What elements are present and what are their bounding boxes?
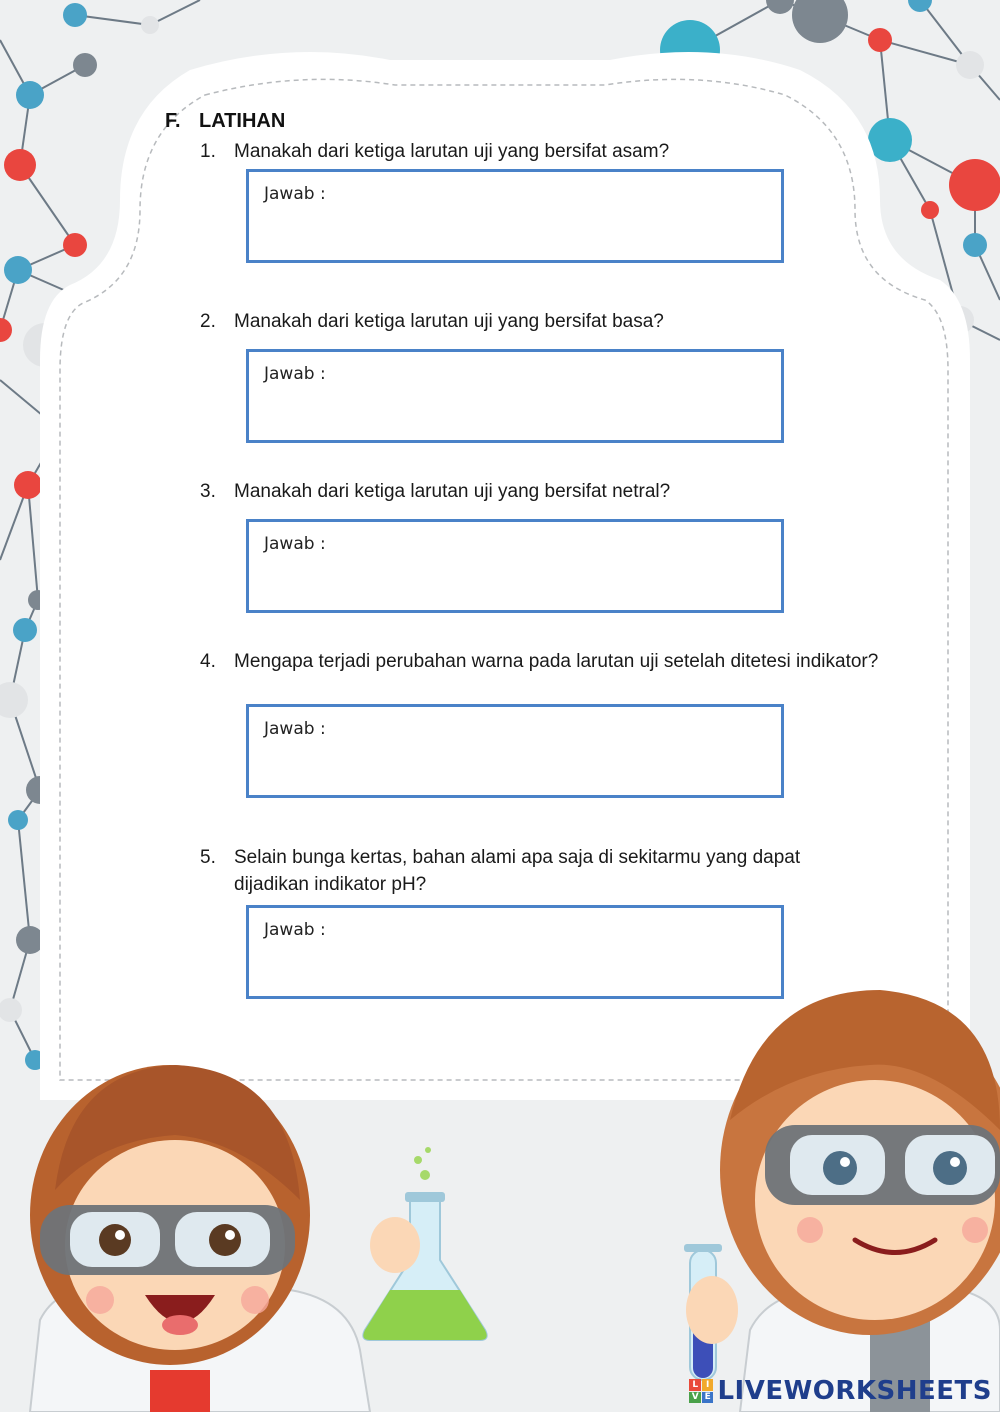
answer-box-1[interactable] xyxy=(246,169,784,263)
answer-label: Jawab : xyxy=(264,534,326,554)
answer-box-5[interactable] xyxy=(246,905,784,999)
badge-letter: I xyxy=(702,1379,714,1391)
question-3 xyxy=(200,478,880,505)
live-badge-icon xyxy=(689,1379,713,1403)
question-text: Manakah dari ketiga larutan uji yang bersifat netral? xyxy=(234,481,671,502)
badge-letter: V xyxy=(689,1392,701,1404)
question-4 xyxy=(200,648,880,675)
answer-box-2[interactable] xyxy=(246,349,784,443)
section-heading xyxy=(165,110,285,133)
answer-label: Jawab : xyxy=(264,920,326,940)
question-number: 2. xyxy=(200,311,216,332)
answer-box-3[interactable] xyxy=(246,519,784,613)
question-number: 4. xyxy=(200,651,216,672)
section-title: LATIHAN xyxy=(199,110,286,132)
question-text: Mengapa terjadi perubahan warna pada larutan uji setelah ditetesi indikator? xyxy=(234,651,879,672)
question-2 xyxy=(200,308,880,335)
question-text: Manakah dari ketiga larutan uji yang bersifat asam? xyxy=(234,141,670,162)
badge-letter: L xyxy=(689,1379,701,1391)
question-number: 1. xyxy=(200,141,216,162)
answer-label: Jawab : xyxy=(264,184,326,204)
question-number: 3. xyxy=(200,481,216,502)
answer-label: Jawab : xyxy=(264,719,326,739)
section-letter: F. xyxy=(165,110,181,132)
liveworksheets-logo xyxy=(689,1376,992,1406)
answer-box-4[interactable] xyxy=(246,704,784,798)
answer-label: Jawab : xyxy=(264,364,326,384)
question-5 xyxy=(200,844,880,898)
brand-name: LIVEWORKSHEETS xyxy=(717,1376,992,1406)
question-1 xyxy=(200,138,880,165)
badge-letter: E xyxy=(702,1392,714,1404)
question-text: Selain bunga kertas, bahan alami apa saja di sekitarmu yang dapat dijadikan indikator pH? xyxy=(234,847,801,895)
question-number: 5. xyxy=(200,847,216,868)
question-text: Manakah dari ketiga larutan uji yang bersifat basa? xyxy=(234,311,664,332)
